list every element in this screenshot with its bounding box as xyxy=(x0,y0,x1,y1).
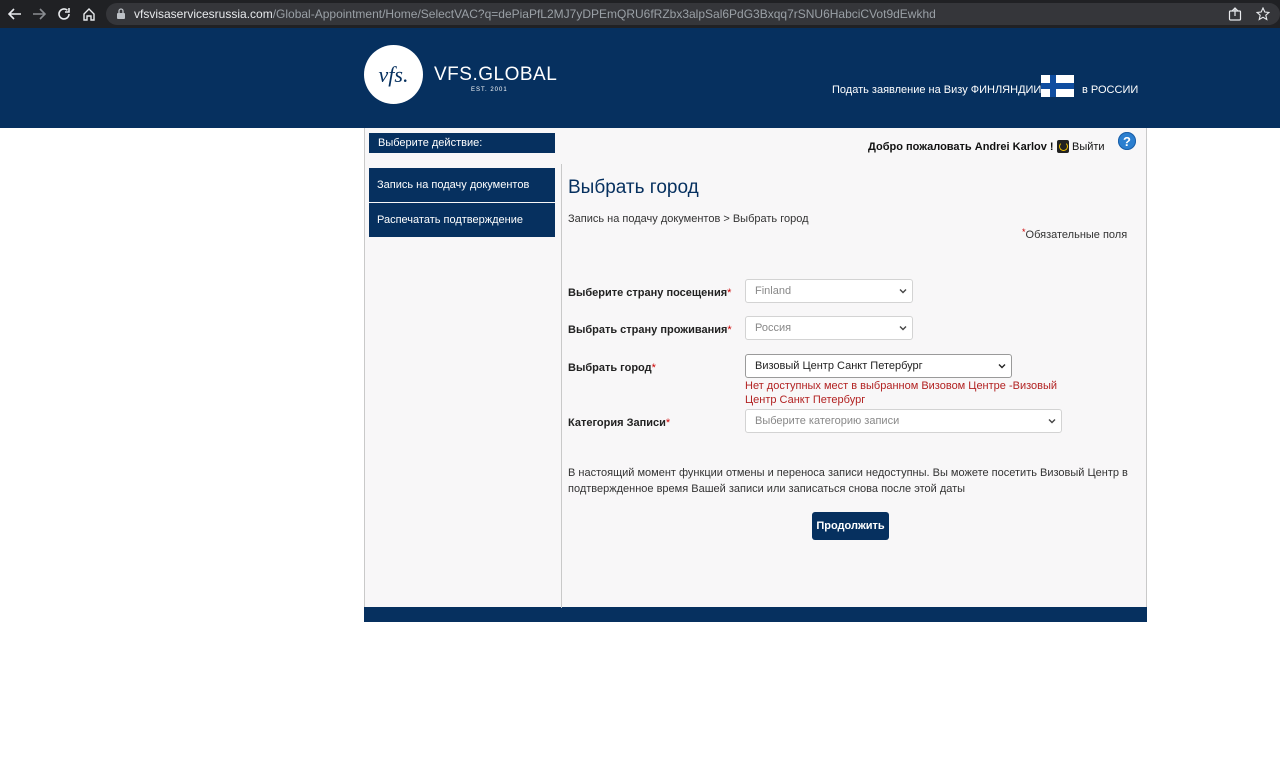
brand-name: VFS.GLOBAL xyxy=(434,64,558,85)
sidebar-item-book-appointment[interactable]: Запись на подачу документов xyxy=(369,168,555,202)
category-label xyxy=(568,417,670,429)
no-slots-error: Нет доступных мест в выбранном Визовом Центре -Визовый Центр Санкт Петербург xyxy=(745,380,1058,406)
category-label-text: Категория Записи xyxy=(568,417,666,429)
lock-icon xyxy=(116,8,126,20)
address-bar[interactable] xyxy=(106,3,1280,25)
city-select[interactable] xyxy=(745,354,1012,378)
residence-country-select[interactable] xyxy=(745,316,913,340)
forward-icon[interactable] xyxy=(28,3,50,25)
logo-mark: vfs. xyxy=(378,61,409,87)
vfs-logo[interactable] xyxy=(364,45,423,104)
visit-country-value: Finland xyxy=(755,285,792,297)
visit-country-label-text: Выберите страну посещения xyxy=(568,287,728,299)
chevron-down-icon xyxy=(899,287,907,295)
home-icon[interactable] xyxy=(78,3,100,25)
logout-icon[interactable] xyxy=(1057,140,1069,153)
logout-link[interactable]: Выйти xyxy=(1072,141,1105,153)
visit-country-label xyxy=(568,287,731,299)
url-text xyxy=(134,7,936,21)
required-star: * xyxy=(1022,227,1026,237)
chevron-down-icon xyxy=(899,324,907,332)
footer-bar xyxy=(364,607,1147,622)
brand-est: EST. 2001 xyxy=(471,87,508,93)
bookmark-star-icon[interactable] xyxy=(1256,7,1270,21)
finland-flag-icon xyxy=(1041,75,1074,97)
help-icon[interactable]: ? xyxy=(1118,132,1136,150)
required-star: * xyxy=(665,417,671,429)
category-select[interactable] xyxy=(745,409,1062,433)
visit-country-select[interactable] xyxy=(745,279,913,303)
country-text: в РОССИИ xyxy=(1082,84,1139,96)
reload-icon[interactable] xyxy=(53,3,75,25)
city-label-text: Выбрать город xyxy=(568,362,652,374)
required-star: * xyxy=(651,362,656,374)
category-value: Выберите категорию записи xyxy=(755,415,900,427)
required-fields-text: Обязательные поля xyxy=(1025,229,1128,241)
url-host: vfsvisaservicesrussia.com xyxy=(134,7,273,21)
share-icon[interactable] xyxy=(1228,7,1242,21)
required-star: * xyxy=(727,287,732,299)
sidebar-item-print-confirmation[interactable]: Распечатать подтверждение xyxy=(369,203,555,237)
city-value: Визовый Центр Санкт Петербург xyxy=(755,360,923,372)
back-icon[interactable] xyxy=(4,3,26,25)
sidebar-header: Выберите действие: xyxy=(369,133,555,153)
residence-country-label-text: Выбрать страну проживания xyxy=(568,324,728,336)
apply-text: Подать заявление на Визу ФИНЛЯНДИИ xyxy=(832,84,1042,96)
info-note: В настоящий момент функции отмены и переноса записи недоступны. Вы можете посетить Визовый Центр в подтвержденное время Вашей записи или записаться снова после этой даты xyxy=(568,467,1128,495)
chevron-down-icon xyxy=(1048,417,1056,425)
sidebar-divider xyxy=(561,164,562,608)
continue-button[interactable]: Продолжить xyxy=(812,512,889,540)
required-fields-note xyxy=(1022,227,1127,241)
residence-country-label xyxy=(568,324,732,336)
breadcrumb: Запись на подачу документов > Выбрать город xyxy=(568,213,809,225)
site-header xyxy=(0,28,1280,128)
url-path: /Global-Appointment/Home/SelectVAC?q=dePiaPfL2MJ7yDPEmQRU6fRZbx3alpSal6PdG3Bxqq7rSNU6HabciCVot9dEwkhd xyxy=(272,7,936,21)
welcome-text: Добро пожаловать Andrei Karlov ! xyxy=(868,141,1054,153)
page-title: Выбрать город xyxy=(568,177,699,198)
city-label xyxy=(568,362,656,374)
required-star: * xyxy=(727,324,732,336)
residence-country-value: Россия xyxy=(755,322,792,334)
browser-toolbar xyxy=(0,0,1280,28)
chevron-down-icon xyxy=(998,362,1006,370)
